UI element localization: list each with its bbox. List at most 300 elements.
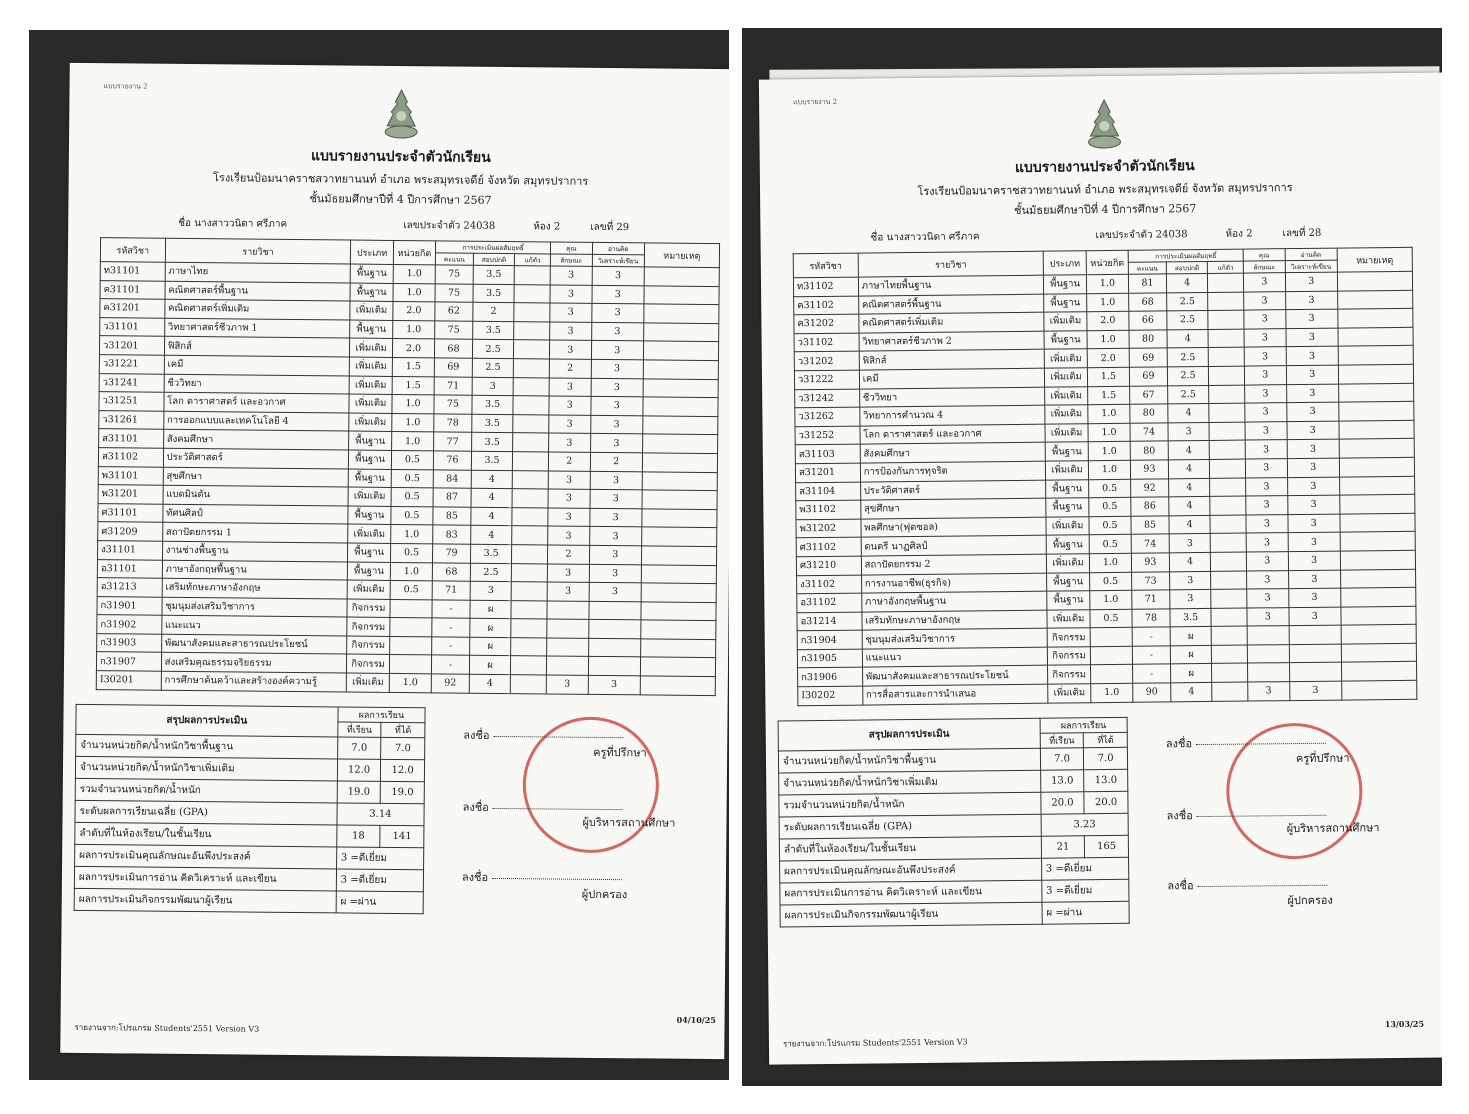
cell-fix <box>511 637 547 656</box>
cell-qual: 3 <box>1246 570 1288 589</box>
cell-credit: 0.5 <box>391 450 434 469</box>
parent-signature: ลงชื่อ <box>462 868 622 888</box>
cell-grade: 3.5 <box>473 265 515 284</box>
cell-code: ท31102 <box>793 277 858 296</box>
cell-read: 3 <box>1288 514 1340 533</box>
cell-note <box>641 583 716 602</box>
gpa-label: ระดับผลการเรียนเฉลี่ย (GPA) <box>75 800 337 825</box>
cell-grade: ผ <box>469 637 511 656</box>
report-sheet <box>759 72 1442 1064</box>
cell-note <box>642 490 717 509</box>
cell-code: พ31202 <box>796 519 861 538</box>
cell-credit: 2.0 <box>1087 349 1130 368</box>
cell-subject: วิทยาศาสตร์ชีวภาพ 2 <box>859 331 1045 352</box>
cell-score: 68 <box>1129 292 1167 311</box>
cell-grade: 2.5 <box>470 563 512 582</box>
cell-fix <box>1209 347 1245 366</box>
cell-credit: 0.5 <box>391 506 434 525</box>
cell-read <box>588 620 640 639</box>
photo-left <box>29 30 729 1080</box>
cell-read: 3 <box>1288 570 1340 589</box>
cell-grade: 3 <box>1169 590 1211 609</box>
cell-qual <box>1247 644 1289 663</box>
cell-fix <box>1212 626 1248 645</box>
cell-qual: 3 <box>1244 347 1286 366</box>
cell-note <box>1339 457 1414 476</box>
summary-label: จำนวนหน่วยกิต/น้ำหนักวิชาพื้นฐาน <box>778 748 1040 773</box>
cell-read: 3 <box>590 434 642 453</box>
cell-note <box>1339 401 1414 420</box>
cell-read: 3 <box>589 545 641 564</box>
cell-type: พื้นฐาน <box>351 264 393 283</box>
cell-subject: ประวัติศาสตร์ <box>163 448 349 468</box>
cell-code: ว31222 <box>794 370 859 389</box>
cell-read <box>1289 625 1341 644</box>
cell-credit: 0.5 <box>1089 516 1132 535</box>
cell-code: ศ31102 <box>796 537 861 556</box>
cell-type: กิจกรรม <box>1048 628 1090 647</box>
cell-qual: 3 <box>548 489 590 508</box>
cell-score: 78 <box>1132 609 1170 628</box>
evaluation-value: 3 =ดีเยี่ยม <box>1041 857 1128 880</box>
cell-score: - <box>1133 646 1171 665</box>
cell-type: เพิ่มเติม <box>1045 386 1087 405</box>
cell-code: ว31221 <box>99 355 164 374</box>
report-date: 04/10/25 <box>676 1014 716 1026</box>
cell-code: ส31101 <box>99 429 164 448</box>
cell-grade: 3.5 <box>471 433 513 452</box>
cell-subject: สถาปัตยกรรม 1 <box>162 523 348 543</box>
footer-source: รายงานจาก:โปรแกรม Students'2551 Version V3 <box>782 1037 968 1049</box>
cell-credit: 1.0 <box>1089 590 1132 609</box>
photo-right <box>742 28 1442 1086</box>
grades-table <box>793 247 1418 706</box>
cell-code: ก31903 <box>97 633 162 652</box>
cell-credit: 0.5 <box>1090 609 1133 628</box>
cell-grade: 4 <box>1170 682 1212 701</box>
summary-value: 7.0 <box>1084 747 1128 769</box>
header-note: หมายเหตุ <box>1337 247 1412 272</box>
cell-read: 3 <box>591 341 643 360</box>
footer-source: รายงานจาก:โปรแกรม Students'2551 Version V3 <box>74 1022 260 1034</box>
cell-credit: 1.0 <box>391 432 434 451</box>
cell-score: - <box>432 600 470 619</box>
cell-score: 93 <box>1131 460 1169 479</box>
summary-value: 20.0 <box>1084 791 1128 813</box>
cell-subject: โลก ดาราศาสตร์ และอวกาศ <box>164 392 350 412</box>
cell-subject: ชุมนุมส่งเสริมวิชาการ <box>862 628 1048 649</box>
cell-credit: 1.5 <box>392 376 435 395</box>
cell-fix <box>512 507 548 526</box>
header-read: อ่านคิด <box>592 242 644 255</box>
cell-type: เพิ่มเติม <box>1047 554 1089 573</box>
summary-table <box>778 717 1130 928</box>
header-subject: รายวิชา <box>165 238 351 264</box>
cell-grade: 3.5 <box>473 284 515 303</box>
cell-note <box>641 546 716 565</box>
cell-code: ศ31209 <box>98 522 163 541</box>
summary-value: 20.0 <box>1041 792 1085 814</box>
cell-type: กิจกรรม <box>347 617 389 636</box>
cell-grade: ผ <box>469 656 511 675</box>
cell-score: - <box>432 655 470 674</box>
cell-read <box>588 657 640 676</box>
cell-fix <box>512 526 548 545</box>
summary-value: 19.0 <box>381 781 425 803</box>
cell-credit: 0.5 <box>391 469 434 488</box>
cell-read <box>589 601 641 620</box>
cell-note <box>1339 420 1414 439</box>
summary-col-enrolled: ที่เรียน <box>338 722 382 737</box>
cell-code: ส31104 <box>796 482 861 501</box>
cell-score: - <box>432 618 470 637</box>
cell-credit: 1.0 <box>391 413 434 432</box>
cell-qual <box>1247 663 1289 682</box>
report-title: แบบรายงานประจำตัวนักเรียน <box>310 148 491 166</box>
cell-credit <box>389 618 432 637</box>
cell-type: กิจกรรม <box>347 599 389 618</box>
cell-score: 75 <box>435 283 473 302</box>
cell-subject: วิทยาศาสตร์ชีวภาพ 1 <box>164 318 350 338</box>
cell-credit: 1.0 <box>390 525 433 544</box>
cell-fix <box>1212 645 1248 664</box>
cell-credit: 2.0 <box>392 339 435 358</box>
cell-grade: 4 <box>1168 478 1210 497</box>
summary-label: รวมจำนวนหน่วยกิต/น้ำหนัก <box>75 778 337 803</box>
parent-label: ผู้ปกครอง <box>1287 893 1333 908</box>
cell-read: 3 <box>591 359 643 378</box>
cell-read: 3 <box>1289 607 1341 626</box>
cell-code: ก31902 <box>97 615 162 634</box>
cell-grade: 3.5 <box>472 395 514 414</box>
cell-note <box>1338 346 1413 365</box>
cell-qual: 2 <box>548 452 590 471</box>
summary-value: 12.0 <box>381 759 425 781</box>
cell-read: 3 <box>589 527 641 546</box>
evaluation-value: 3 =ดีเยี่ยม <box>1042 879 1129 902</box>
cell-read: 3 <box>1288 532 1340 551</box>
cell-type: เพิ่มเติม <box>1046 461 1088 480</box>
summary-value: 13.0 <box>1084 769 1128 791</box>
cell-fix <box>1208 310 1244 329</box>
cell-score: 69 <box>1129 348 1167 367</box>
cell-qual: 3 <box>550 266 592 285</box>
cell-grade: 4 <box>1169 552 1211 571</box>
cell-subject: คณิตศาสตร์เพิ่มเติม <box>859 312 1045 333</box>
cell-subject: ฟิสิกส์ <box>164 337 350 357</box>
cell-fix <box>511 600 547 619</box>
cell-score: 75 <box>434 395 472 414</box>
cell-qual: 3 <box>547 582 589 601</box>
header-grade: สอบปกติ <box>1166 261 1208 273</box>
cell-read: 3 <box>590 508 642 527</box>
advisor-label: ครูที่ปรึกษา <box>1295 751 1350 766</box>
cell-grade: 2 <box>473 302 515 321</box>
cell-fix <box>1209 403 1245 422</box>
cell-subject: การป้องกันการทุจริต <box>860 461 1046 482</box>
cell-type: เพิ่มเติม <box>348 524 390 543</box>
cell-qual: 3 <box>1245 403 1287 422</box>
cell-fix <box>511 675 547 694</box>
cell-score: 71 <box>432 581 470 600</box>
cell-note <box>1338 383 1413 402</box>
header-assessment: การประเมินผลสัมฤทธิ์ <box>1128 249 1243 262</box>
cell-credit: 1.5 <box>392 357 435 376</box>
cell-score: 71 <box>434 376 472 395</box>
cell-grade: 4 <box>1166 273 1208 292</box>
rank-room: 18 <box>337 825 381 847</box>
cell-code: ว31261 <box>99 410 164 429</box>
cell-note <box>643 397 718 416</box>
cell-read: 3 <box>1286 365 1338 384</box>
parent-signature: ลงชื่อ <box>1167 875 1327 895</box>
cell-type: เพิ่มเติม <box>1045 423 1087 442</box>
cell-type: พื้นฐาน <box>349 450 391 469</box>
cell-credit <box>1090 665 1133 684</box>
cell-note <box>1339 439 1414 458</box>
cell-subject: การออกแบบและเทคโนโลยี 4 <box>163 411 349 431</box>
cell-code: อ31214 <box>797 612 862 631</box>
school-crest-icon <box>1084 98 1125 150</box>
cell-code: ว31242 <box>795 389 860 408</box>
cell-fix <box>512 563 548 582</box>
cell-credit: 0.5 <box>1088 497 1131 516</box>
cell-type: พื้นฐาน <box>348 506 390 525</box>
cell-type: พื้นฐาน <box>348 543 390 562</box>
cell-subject: ดนตรี นาฏศิลป์ <box>861 535 1047 556</box>
cell-code: ว31262 <box>795 407 860 426</box>
cell-subject: คณิตศาสตร์เพิ่มเติม <box>165 299 351 319</box>
header-read2: วิเคราะห์เขียน <box>592 254 644 267</box>
cell-grade: 2.5 <box>1167 385 1209 404</box>
cell-subject: งานช่างพื้นฐาน <box>162 541 348 561</box>
cell-type: พื้นฐาน <box>1044 275 1086 294</box>
cell-qual <box>546 656 588 675</box>
cell-qual: 3 <box>1245 421 1287 440</box>
cell-credit: 1.0 <box>1089 553 1132 572</box>
cell-qual: 3 <box>550 303 592 322</box>
cell-fix <box>1211 552 1247 571</box>
cell-score: 79 <box>433 544 471 563</box>
cell-grade: ผ <box>1170 645 1212 664</box>
cell-type: พื้นฐาน <box>350 320 392 339</box>
cell-grade: 2.5 <box>1167 311 1209 330</box>
cell-note <box>1340 494 1415 513</box>
cell-score: 75 <box>435 321 473 340</box>
level-line: ชั้นมัธยมศึกษาปีที่ 4 ปีการศึกษา 2567 <box>309 192 492 207</box>
header-qual2: ลักษณะ <box>1243 261 1285 273</box>
header-qual: คุณ <box>1243 249 1285 261</box>
cell-code: ว31101 <box>100 317 165 336</box>
cell-code: ก31901 <box>97 596 162 615</box>
cell-fix <box>514 303 550 322</box>
cell-qual: 3 <box>1245 459 1287 478</box>
school-line: โรงเรียนป้อมนาคราชสวาทยานนท์ อำเภอ พระสมุทรเจดีย์ จังหวัด สมุทรปราการ <box>917 181 1293 198</box>
evaluation-value: ผ =ผ่าน <box>336 891 423 914</box>
header-qual2: ลักษณะ <box>550 254 592 266</box>
cell-score: 87 <box>433 488 471 507</box>
cell-type: เพิ่มเติม <box>350 301 392 320</box>
cell-subject: เสริมทักษะภาษาอังกฤษ <box>862 610 1048 631</box>
cell-note <box>643 416 718 435</box>
cell-fix <box>1209 422 1245 441</box>
cell-read: 3 <box>1289 681 1341 700</box>
cell-score: 71 <box>1132 590 1170 609</box>
cell-type: พื้นฐาน <box>348 562 390 581</box>
cell-qual: 3 <box>1245 440 1287 459</box>
cell-qual <box>547 638 589 657</box>
header-credit: หน่วยกิต <box>393 240 436 264</box>
evaluation-label: ผลการประเมินกิจกรรมพัฒนาผู้เรียน <box>74 888 336 913</box>
cell-type: พื้นฐาน <box>1046 498 1088 517</box>
cell-read: 3 <box>590 415 642 434</box>
header-type: ประเภท <box>1044 251 1087 275</box>
summary-value: 19.0 <box>337 781 381 803</box>
cell-score: 73 <box>1132 571 1170 590</box>
form-code: แบบรายงาน 2 <box>793 97 838 107</box>
cell-score: 90 <box>1133 683 1171 702</box>
cell-score: 84 <box>433 469 471 488</box>
cell-note <box>1340 513 1415 532</box>
cell-qual: 3 <box>548 526 590 545</box>
cell-credit: 0.5 <box>390 581 433 600</box>
cell-fix <box>512 582 548 601</box>
cell-fix <box>514 284 550 303</box>
cell-subject: คณิตศาสตร์พื้นฐาน <box>858 294 1044 315</box>
cell-fix <box>514 321 550 340</box>
cell-code: พ31201 <box>98 485 163 504</box>
cell-score: 74 <box>1130 423 1168 442</box>
student-name: ชื่อ นางสาววนิดา ศรีภาค <box>178 217 288 230</box>
cell-qual: 3 <box>1246 552 1288 571</box>
cell-read: 3 <box>1287 495 1339 514</box>
summary-title: สรุปผลการประเมิน <box>76 704 338 737</box>
cell-subject: ชีววิทยา <box>859 387 1045 408</box>
cell-note <box>1338 364 1413 383</box>
cell-fix <box>512 545 548 564</box>
summary-label: จำนวนหน่วยกิต/น้ำหนักวิชาเพิ่มเติม <box>75 756 337 781</box>
report-title: แบบรายงานประจำตัวนักเรียน <box>1014 158 1195 176</box>
cell-fix <box>1208 292 1244 311</box>
cell-subject: พัฒนาสังคมและสาธารณประโยชน์ <box>862 666 1048 687</box>
cell-credit: 1.0 <box>1086 293 1129 312</box>
cell-grade: 3.5 <box>471 414 513 433</box>
cell-grade: 4 <box>1168 459 1210 478</box>
cell-code: ว31252 <box>795 426 860 445</box>
cell-code: ค31201 <box>100 299 165 318</box>
cell-subject: การสื่อสารและการนำเสนอ <box>862 684 1048 705</box>
cell-grade: 3 <box>1169 534 1211 553</box>
cell-note <box>1340 550 1415 569</box>
advisor-signature: ลงชื่อ <box>1166 733 1326 753</box>
cell-score: 68 <box>432 562 470 581</box>
cell-subject: ทัศนศิลป์ <box>163 504 349 524</box>
cell-score: 77 <box>434 432 472 451</box>
cell-note <box>1341 625 1416 644</box>
cell-qual: 3 <box>550 285 592 304</box>
cell-grade: 3 <box>472 377 514 396</box>
student-room: ห้อง 2 <box>1225 228 1253 240</box>
cell-credit: 1.0 <box>389 673 432 692</box>
cell-type: พื้นฐาน <box>1046 442 1088 461</box>
cell-score: 92 <box>431 674 469 693</box>
cell-fix <box>1211 571 1247 590</box>
cell-credit: 1.5 <box>1087 386 1130 405</box>
gpa-label: ระดับผลการเรียนเฉลี่ย (GPA) <box>779 814 1041 839</box>
cell-fix <box>1210 515 1246 534</box>
cell-grade: 2.5 <box>1167 366 1209 385</box>
cell-code: อ31213 <box>97 578 162 597</box>
cell-credit: 1.5 <box>1087 367 1130 386</box>
cell-credit: 0.5 <box>1089 572 1132 591</box>
cell-score: 69 <box>1130 367 1168 386</box>
advisor-label: ครูที่ปรึกษา <box>593 745 647 760</box>
cell-fix <box>513 396 549 415</box>
cell-note <box>1337 271 1412 290</box>
cell-fix <box>512 489 548 508</box>
cell-read: 3 <box>590 471 642 490</box>
summary-label: จำนวนหน่วยกิต/น้ำหนักวิชาเพิ่มเติม <box>779 770 1041 795</box>
cell-subject: พลศึกษา(ฟุตซอล) <box>861 517 1047 538</box>
evaluation-label: ผลการประเมินการอ่าน คิดวิเคราะห์ และเขียน <box>74 866 336 891</box>
cell-subject: สถาปัตยกรรม 2 <box>861 554 1047 575</box>
summary-value: 7.0 <box>337 737 381 759</box>
cell-code: ค31102 <box>794 296 859 315</box>
cell-score: 66 <box>1129 311 1167 330</box>
evaluation-label: ผลการประเมินคุณลักษณะอันพึงประสงค์ <box>75 844 337 869</box>
cell-note <box>644 267 719 286</box>
cell-read: 3 <box>591 322 643 341</box>
cell-read: 3 <box>1285 309 1337 328</box>
cell-grade: 4 <box>1167 329 1209 348</box>
rank-class: 141 <box>380 825 424 847</box>
header-fix: แก้ตัว <box>1208 261 1244 273</box>
cell-type: เพิ่มเติม <box>350 376 392 395</box>
cell-credit: 1.0 <box>1087 404 1130 423</box>
cell-fix <box>1211 533 1247 552</box>
cell-note <box>641 602 716 621</box>
cell-subject: แนะแนว <box>862 647 1048 668</box>
cell-fix <box>1208 329 1244 348</box>
cell-type: เพิ่มเติม <box>347 673 389 692</box>
cell-note <box>1340 532 1415 551</box>
cell-read: 3 <box>1287 477 1339 496</box>
cell-credit: 0.5 <box>1089 535 1132 554</box>
evaluation-value: 3 =ดีเยี่ยม <box>336 869 423 892</box>
cell-fix <box>1210 459 1246 478</box>
director-signature: ลงชื่อ <box>463 798 623 818</box>
grades-table <box>96 237 720 696</box>
cell-code: ค31202 <box>794 314 859 333</box>
cell-qual: 3 <box>547 563 589 582</box>
cell-code: I30201 <box>96 671 161 690</box>
gpa-value: 3.23 <box>1041 813 1128 836</box>
cell-credit: 1.0 <box>392 320 435 339</box>
cell-code: I30202 <box>798 686 863 705</box>
cell-score: 69 <box>434 358 472 377</box>
cell-score: 81 <box>1129 274 1167 293</box>
cell-read: 3 <box>1287 421 1339 440</box>
cell-code: ส31103 <box>795 444 860 463</box>
cell-read: 3 <box>591 304 643 323</box>
cell-code: ว31201 <box>99 336 164 355</box>
cell-read: 3 <box>1287 439 1339 458</box>
cell-read: 3 <box>589 564 641 583</box>
cell-score: 68 <box>435 339 473 358</box>
cell-grade: 3.5 <box>472 321 514 340</box>
cell-type: พื้นฐาน <box>349 431 391 450</box>
cell-subject: สุขศึกษา <box>163 467 349 487</box>
